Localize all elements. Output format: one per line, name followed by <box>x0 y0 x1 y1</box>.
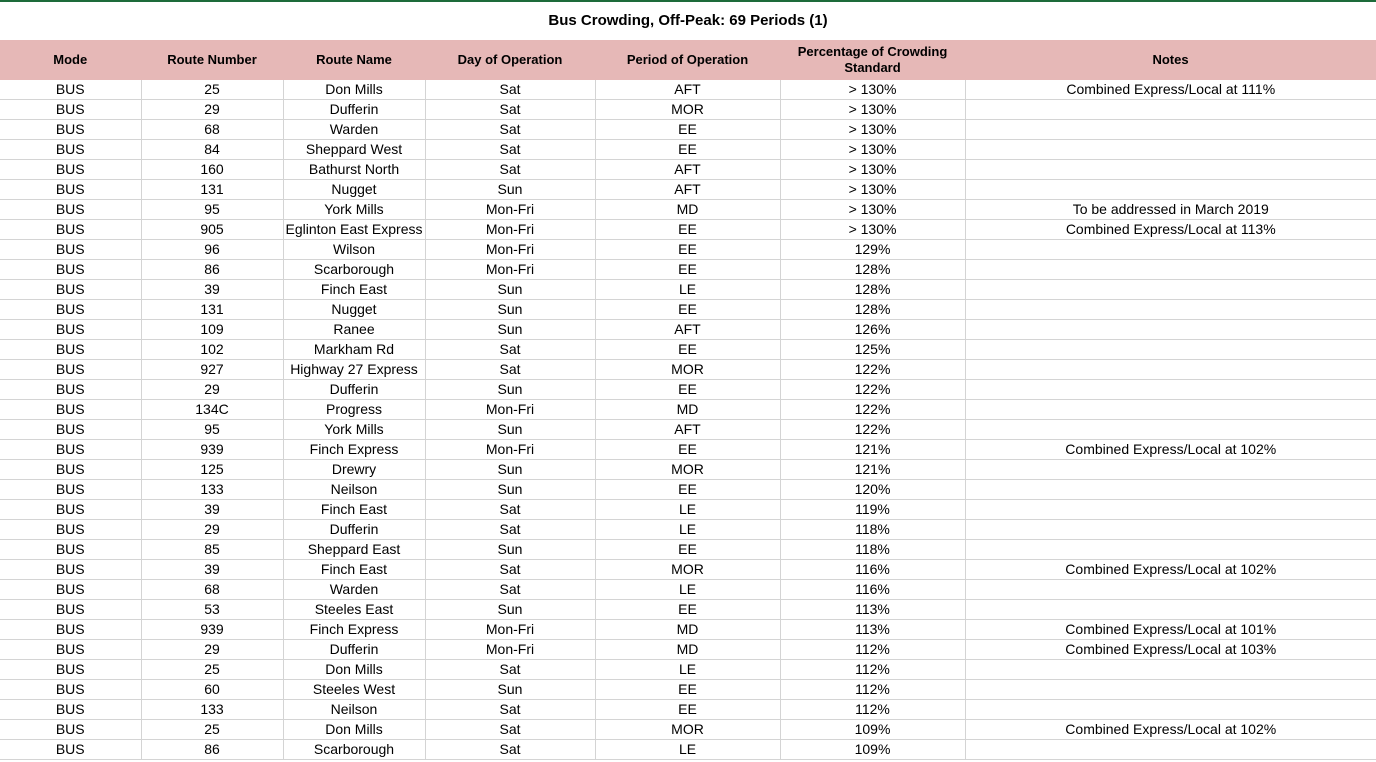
table-row <box>0 560 1376 580</box>
cell-mode[interactable]: BUS <box>0 200 141 220</box>
cell-period[interactable]: EE <box>595 380 780 400</box>
cell-notes[interactable] <box>965 320 1376 340</box>
cell-route-name[interactable]: Drewry <box>283 460 425 480</box>
cell-period[interactable]: EE <box>595 600 780 620</box>
cell-notes[interactable] <box>965 120 1376 140</box>
cell-mode[interactable]: BUS <box>0 80 141 100</box>
cell-period[interactable]: AFT <box>595 160 780 180</box>
cell-notes[interactable] <box>965 180 1376 200</box>
cell-notes[interactable]: Combined Express/Local at 101% <box>965 620 1376 640</box>
cell-route-number[interactable]: 25 <box>141 660 283 680</box>
cell-day[interactable]: Sat <box>425 720 595 740</box>
table-body <box>0 80 1376 760</box>
header-period-of-operation[interactable]: Period of Operation <box>595 40 780 80</box>
cell-route-number[interactable]: 60 <box>141 680 283 700</box>
cell-route-name[interactable]: York Mills <box>283 200 425 220</box>
table-row <box>0 180 1376 200</box>
table-row <box>0 260 1376 280</box>
cell-day[interactable]: Sat <box>425 560 595 580</box>
table-row <box>0 160 1376 180</box>
cell-notes[interactable]: Combined Express/Local at 103% <box>965 640 1376 660</box>
cell-percentage[interactable]: 122% <box>780 380 965 400</box>
cell-period[interactable]: LE <box>595 660 780 680</box>
table-row <box>0 660 1376 680</box>
cell-route-number[interactable]: 29 <box>141 520 283 540</box>
cell-percentage[interactable]: 125% <box>780 340 965 360</box>
cell-period[interactable]: LE <box>595 500 780 520</box>
cell-route-number[interactable]: 109 <box>141 320 283 340</box>
cell-period[interactable]: MD <box>595 400 780 420</box>
cell-mode[interactable]: BUS <box>0 380 141 400</box>
cell-route-number[interactable]: 68 <box>141 580 283 600</box>
cell-route-number[interactable]: 25 <box>141 720 283 740</box>
table-row <box>0 320 1376 340</box>
cell-period[interactable]: AFT <box>595 80 780 100</box>
cell-notes[interactable] <box>965 700 1376 720</box>
cell-mode[interactable]: BUS <box>0 660 141 680</box>
cell-route-name[interactable]: Neilson <box>283 700 425 720</box>
cell-notes[interactable] <box>965 540 1376 560</box>
cell-mode[interactable]: BUS <box>0 640 141 660</box>
cell-mode[interactable]: BUS <box>0 280 141 300</box>
cell-percentage[interactable]: > 130% <box>780 160 965 180</box>
cell-route-name[interactable]: York Mills <box>283 420 425 440</box>
cell-notes[interactable] <box>965 660 1376 680</box>
cell-day[interactable]: Sat <box>425 100 595 120</box>
cell-day[interactable]: Sat <box>425 360 595 380</box>
cell-day[interactable]: Sun <box>425 280 595 300</box>
cell-mode[interactable]: BUS <box>0 560 141 580</box>
table-row <box>0 580 1376 600</box>
table-row <box>0 480 1376 500</box>
cell-percentage[interactable]: 128% <box>780 300 965 320</box>
cell-route-number[interactable]: 95 <box>141 420 283 440</box>
cell-notes[interactable] <box>965 380 1376 400</box>
sheet-title: Bus Crowding, Off-Peak: 69 Periods (1) <box>548 12 828 29</box>
cell-percentage[interactable]: > 130% <box>780 200 965 220</box>
cell-notes[interactable] <box>965 520 1376 540</box>
cell-notes[interactable]: Combined Express/Local at 102% <box>965 720 1376 740</box>
cell-route-number[interactable]: 25 <box>141 80 283 100</box>
cell-route-number[interactable]: 102 <box>141 340 283 360</box>
cell-day[interactable]: Sat <box>425 340 595 360</box>
cell-percentage[interactable]: > 130% <box>780 120 965 140</box>
table-row <box>0 700 1376 720</box>
cell-period[interactable]: AFT <box>595 320 780 340</box>
cell-notes[interactable] <box>965 340 1376 360</box>
cell-day[interactable]: Mon-Fri <box>425 220 595 240</box>
cell-percentage[interactable]: 129% <box>780 240 965 260</box>
cell-period[interactable]: EE <box>595 140 780 160</box>
header-percentage-crowding[interactable]: Percentage of Crowding Standard <box>780 40 965 80</box>
cell-percentage[interactable]: 116% <box>780 560 965 580</box>
cell-notes[interactable] <box>965 100 1376 120</box>
table-row <box>0 120 1376 140</box>
cell-mode[interactable]: BUS <box>0 580 141 600</box>
cell-day[interactable]: Sat <box>425 700 595 720</box>
cell-notes[interactable]: Combined Express/Local at 113% <box>965 220 1376 240</box>
cell-mode[interactable]: BUS <box>0 540 141 560</box>
cell-period[interactable]: EE <box>595 240 780 260</box>
cell-percentage[interactable]: 122% <box>780 420 965 440</box>
cell-day[interactable]: Mon-Fri <box>425 620 595 640</box>
cell-notes[interactable] <box>965 740 1376 760</box>
cell-route-number[interactable]: 39 <box>141 560 283 580</box>
cell-mode[interactable]: BUS <box>0 300 141 320</box>
cell-period[interactable]: MOR <box>595 560 780 580</box>
cell-period[interactable]: EE <box>595 440 780 460</box>
cell-route-name[interactable]: Bathurst North <box>283 160 425 180</box>
table-row <box>0 80 1376 100</box>
table-row <box>0 300 1376 320</box>
cell-period[interactable]: LE <box>595 740 780 760</box>
cell-route-number[interactable]: 29 <box>141 640 283 660</box>
cell-mode[interactable]: BUS <box>0 480 141 500</box>
cell-route-name[interactable]: Don Mills <box>283 80 425 100</box>
cell-route-name[interactable]: Finch Express <box>283 440 425 460</box>
cell-route-number[interactable]: 939 <box>141 440 283 460</box>
cell-mode[interactable]: BUS <box>0 420 141 440</box>
cell-route-name[interactable]: Finch Express <box>283 620 425 640</box>
table-row <box>0 340 1376 360</box>
cell-percentage[interactable]: 112% <box>780 640 965 660</box>
cell-mode[interactable]: BUS <box>0 240 141 260</box>
table-row <box>0 620 1376 640</box>
cell-route-name[interactable]: Sheppard East <box>283 540 425 560</box>
cell-period[interactable]: LE <box>595 280 780 300</box>
cell-day[interactable]: Sun <box>425 460 595 480</box>
cell-percentage[interactable]: 113% <box>780 620 965 640</box>
cell-percentage[interactable]: > 130% <box>780 140 965 160</box>
cell-percentage[interactable]: 109% <box>780 720 965 740</box>
cell-day[interactable]: Sat <box>425 500 595 520</box>
cell-route-name[interactable]: Markham Rd <box>283 340 425 360</box>
cell-period[interactable]: EE <box>595 700 780 720</box>
cell-day[interactable]: Sat <box>425 740 595 760</box>
cell-day[interactable]: Mon-Fri <box>425 240 595 260</box>
table-row <box>0 520 1376 540</box>
cell-mode[interactable]: BUS <box>0 340 141 360</box>
cell-period[interactable]: EE <box>595 260 780 280</box>
cell-route-name[interactable]: Don Mills <box>283 720 425 740</box>
cell-percentage[interactable]: 128% <box>780 280 965 300</box>
cell-notes[interactable] <box>965 240 1376 260</box>
header-route-number[interactable]: Route Number <box>141 40 283 80</box>
cell-day[interactable]: Sat <box>425 520 595 540</box>
cell-route-number[interactable]: 134C <box>141 400 283 420</box>
cell-mode[interactable]: BUS <box>0 440 141 460</box>
cell-percentage[interactable]: > 130% <box>780 80 965 100</box>
cell-mode[interactable]: BUS <box>0 360 141 380</box>
cell-day[interactable]: Sat <box>425 580 595 600</box>
cell-notes[interactable] <box>965 140 1376 160</box>
header-route-name[interactable]: Route Name <box>283 40 425 80</box>
cell-mode[interactable]: BUS <box>0 680 141 700</box>
cell-route-name[interactable]: Finch East <box>283 280 425 300</box>
table-row <box>0 540 1376 560</box>
cell-notes[interactable] <box>965 300 1376 320</box>
cell-percentage[interactable]: 116% <box>780 580 965 600</box>
cell-route-name[interactable]: Dufferin <box>283 640 425 660</box>
cell-period[interactable]: EE <box>595 120 780 140</box>
cell-percentage[interactable]: > 130% <box>780 180 965 200</box>
cell-percentage[interactable]: 128% <box>780 260 965 280</box>
table-row <box>0 500 1376 520</box>
cell-route-name[interactable]: Scarborough <box>283 260 425 280</box>
cell-notes[interactable] <box>965 480 1376 500</box>
table-row <box>0 220 1376 240</box>
cell-day[interactable]: Sun <box>425 180 595 200</box>
cell-route-name[interactable]: Steeles East <box>283 600 425 620</box>
cell-notes[interactable]: Combined Express/Local at 111% <box>965 80 1376 100</box>
cell-period[interactable]: EE <box>595 540 780 560</box>
cell-percentage[interactable]: 121% <box>780 440 965 460</box>
cell-route-name[interactable]: Progress <box>283 400 425 420</box>
cell-route-name[interactable]: Ranee <box>283 320 425 340</box>
cell-route-name[interactable]: Sheppard West <box>283 140 425 160</box>
cell-route-number[interactable]: 86 <box>141 260 283 280</box>
cell-period[interactable]: MD <box>595 200 780 220</box>
cell-percentage[interactable]: 120% <box>780 480 965 500</box>
cell-period[interactable]: MD <box>595 640 780 660</box>
cell-mode[interactable]: BUS <box>0 700 141 720</box>
header-notes[interactable]: Notes <box>965 40 1376 80</box>
cell-route-number[interactable]: 86 <box>141 740 283 760</box>
cell-period[interactable]: EE <box>595 340 780 360</box>
cell-mode[interactable]: BUS <box>0 720 141 740</box>
table-row <box>0 740 1376 760</box>
cell-route-number[interactable]: 29 <box>141 380 283 400</box>
cell-notes[interactable] <box>965 420 1376 440</box>
cell-notes[interactable]: Combined Express/Local at 102% <box>965 440 1376 460</box>
cell-route-number[interactable]: 39 <box>141 280 283 300</box>
cell-period[interactable]: MOR <box>595 720 780 740</box>
cell-mode[interactable]: BUS <box>0 100 141 120</box>
cell-mode[interactable]: BUS <box>0 600 141 620</box>
cell-day[interactable]: Sun <box>425 680 595 700</box>
cell-route-name[interactable]: Nugget <box>283 300 425 320</box>
cell-route-number[interactable]: 53 <box>141 600 283 620</box>
cell-day[interactable]: Sun <box>425 320 595 340</box>
cell-notes[interactable] <box>965 460 1376 480</box>
cell-route-name[interactable]: Nugget <box>283 180 425 200</box>
cell-day[interactable]: Sun <box>425 600 595 620</box>
cell-day[interactable]: Sun <box>425 300 595 320</box>
cell-route-number[interactable]: 927 <box>141 360 283 380</box>
cell-notes[interactable] <box>965 260 1376 280</box>
cell-route-number[interactable]: 160 <box>141 160 283 180</box>
table-row <box>0 240 1376 260</box>
cell-day[interactable]: Mon-Fri <box>425 200 595 220</box>
cell-route-number[interactable]: 95 <box>141 200 283 220</box>
cell-route-name[interactable]: Dufferin <box>283 520 425 540</box>
cell-mode[interactable]: BUS <box>0 160 141 180</box>
cell-route-name[interactable]: Scarborough <box>283 740 425 760</box>
header-row <box>0 40 1376 80</box>
table-row <box>0 680 1376 700</box>
cell-percentage[interactable]: > 130% <box>780 100 965 120</box>
cell-mode[interactable]: BUS <box>0 320 141 340</box>
cell-route-name[interactable]: Eglinton East Express <box>283 220 425 240</box>
cell-period[interactable]: EE <box>595 220 780 240</box>
cell-period[interactable]: MOR <box>595 360 780 380</box>
cell-percentage[interactable]: 119% <box>780 500 965 520</box>
header-day-of-operation[interactable]: Day of Operation <box>425 40 595 80</box>
table-row <box>0 360 1376 380</box>
table-row <box>0 200 1376 220</box>
cell-percentage[interactable]: 118% <box>780 540 965 560</box>
cell-mode[interactable]: BUS <box>0 520 141 540</box>
cell-notes[interactable] <box>965 160 1376 180</box>
cell-notes[interactable] <box>965 600 1376 620</box>
cell-day[interactable]: Mon-Fri <box>425 440 595 460</box>
cell-day[interactable]: Sat <box>425 140 595 160</box>
cell-percentage[interactable]: 113% <box>780 600 965 620</box>
cell-mode[interactable]: BUS <box>0 620 141 640</box>
cell-day[interactable]: Sun <box>425 420 595 440</box>
cell-route-number[interactable]: 133 <box>141 700 283 720</box>
cell-route-number[interactable]: 29 <box>141 100 283 120</box>
cell-period[interactable]: LE <box>595 520 780 540</box>
cell-mode[interactable]: BUS <box>0 500 141 520</box>
table-row <box>0 600 1376 620</box>
cell-percentage[interactable]: 121% <box>780 460 965 480</box>
cell-mode[interactable]: BUS <box>0 180 141 200</box>
cell-period[interactable]: MOR <box>595 100 780 120</box>
table-row <box>0 100 1376 120</box>
cell-day[interactable]: Mon-Fri <box>425 260 595 280</box>
cell-notes[interactable] <box>965 580 1376 600</box>
cell-day[interactable]: Sat <box>425 80 595 100</box>
cell-day[interactable]: Sun <box>425 480 595 500</box>
cell-notes[interactable] <box>965 680 1376 700</box>
table-row <box>0 140 1376 160</box>
cell-mode[interactable]: BUS <box>0 120 141 140</box>
cell-route-number[interactable]: 125 <box>141 460 283 480</box>
cell-percentage[interactable]: 109% <box>780 740 965 760</box>
cell-route-number[interactable]: 939 <box>141 620 283 640</box>
cell-mode[interactable]: BUS <box>0 260 141 280</box>
table-row <box>0 640 1376 660</box>
cell-route-number[interactable]: 84 <box>141 140 283 160</box>
cell-mode[interactable]: BUS <box>0 400 141 420</box>
cell-percentage[interactable]: 112% <box>780 680 965 700</box>
cell-route-name[interactable]: Don Mills <box>283 660 425 680</box>
cell-route-number[interactable]: 133 <box>141 480 283 500</box>
cell-route-name[interactable]: Warden <box>283 580 425 600</box>
cell-day[interactable]: Sat <box>425 120 595 140</box>
cell-route-name[interactable]: Finch East <box>283 500 425 520</box>
cell-route-number[interactable]: 96 <box>141 240 283 260</box>
cell-mode[interactable]: BUS <box>0 460 141 480</box>
cell-route-name[interactable]: Dufferin <box>283 100 425 120</box>
cell-notes[interactable] <box>965 360 1376 380</box>
cell-period[interactable]: EE <box>595 300 780 320</box>
cell-percentage[interactable]: 122% <box>780 360 965 380</box>
cell-mode[interactable]: BUS <box>0 220 141 240</box>
table-row <box>0 720 1376 740</box>
cell-notes[interactable] <box>965 500 1376 520</box>
cell-route-name[interactable]: Neilson <box>283 480 425 500</box>
cell-route-name[interactable]: Warden <box>283 120 425 140</box>
cell-period[interactable]: LE <box>595 580 780 600</box>
cell-percentage[interactable]: 122% <box>780 400 965 420</box>
table-row <box>0 380 1376 400</box>
cell-day[interactable]: Mon-Fri <box>425 400 595 420</box>
cell-period[interactable]: MD <box>595 620 780 640</box>
cell-day[interactable]: Sat <box>425 160 595 180</box>
cell-day[interactable]: Sun <box>425 540 595 560</box>
header-mode[interactable]: Mode <box>0 40 141 80</box>
cell-period[interactable]: EE <box>595 680 780 700</box>
cell-route-name[interactable]: Highway 27 Express <box>283 360 425 380</box>
cell-route-number[interactable]: 68 <box>141 120 283 140</box>
table-row <box>0 420 1376 440</box>
cell-mode[interactable]: BUS <box>0 740 141 760</box>
cell-route-name[interactable]: Wilson <box>283 240 425 260</box>
cell-percentage[interactable]: 126% <box>780 320 965 340</box>
cell-route-name[interactable]: Dufferin <box>283 380 425 400</box>
cell-notes[interactable] <box>965 400 1376 420</box>
cell-percentage[interactable]: > 130% <box>780 220 965 240</box>
cell-period[interactable]: AFT <box>595 180 780 200</box>
cell-mode[interactable]: BUS <box>0 140 141 160</box>
cell-day[interactable]: Sun <box>425 380 595 400</box>
cell-route-number[interactable]: 905 <box>141 220 283 240</box>
cell-percentage[interactable]: 112% <box>780 660 965 680</box>
cell-route-number[interactable]: 131 <box>141 300 283 320</box>
cell-route-number[interactable]: 131 <box>141 180 283 200</box>
cell-period[interactable]: EE <box>595 480 780 500</box>
table-row <box>0 460 1376 480</box>
cell-route-name[interactable]: Steeles West <box>283 680 425 700</box>
cell-percentage[interactable]: 112% <box>780 700 965 720</box>
cell-notes[interactable]: To be addressed in March 2019 <box>965 200 1376 220</box>
table-row <box>0 280 1376 300</box>
cell-percentage[interactable]: 118% <box>780 520 965 540</box>
cell-notes[interactable]: Combined Express/Local at 102% <box>965 560 1376 580</box>
cell-period[interactable]: MOR <box>595 460 780 480</box>
cell-day[interactable]: Mon-Fri <box>425 640 595 660</box>
cell-day[interactable]: Sat <box>425 660 595 680</box>
table-row <box>0 400 1376 420</box>
cell-route-name[interactable]: Finch East <box>283 560 425 580</box>
cell-route-number[interactable]: 85 <box>141 540 283 560</box>
cell-route-number[interactable]: 39 <box>141 500 283 520</box>
crowding-table <box>0 40 1376 760</box>
cell-notes[interactable] <box>965 280 1376 300</box>
table-row <box>0 440 1376 460</box>
cell-period[interactable]: AFT <box>595 420 780 440</box>
